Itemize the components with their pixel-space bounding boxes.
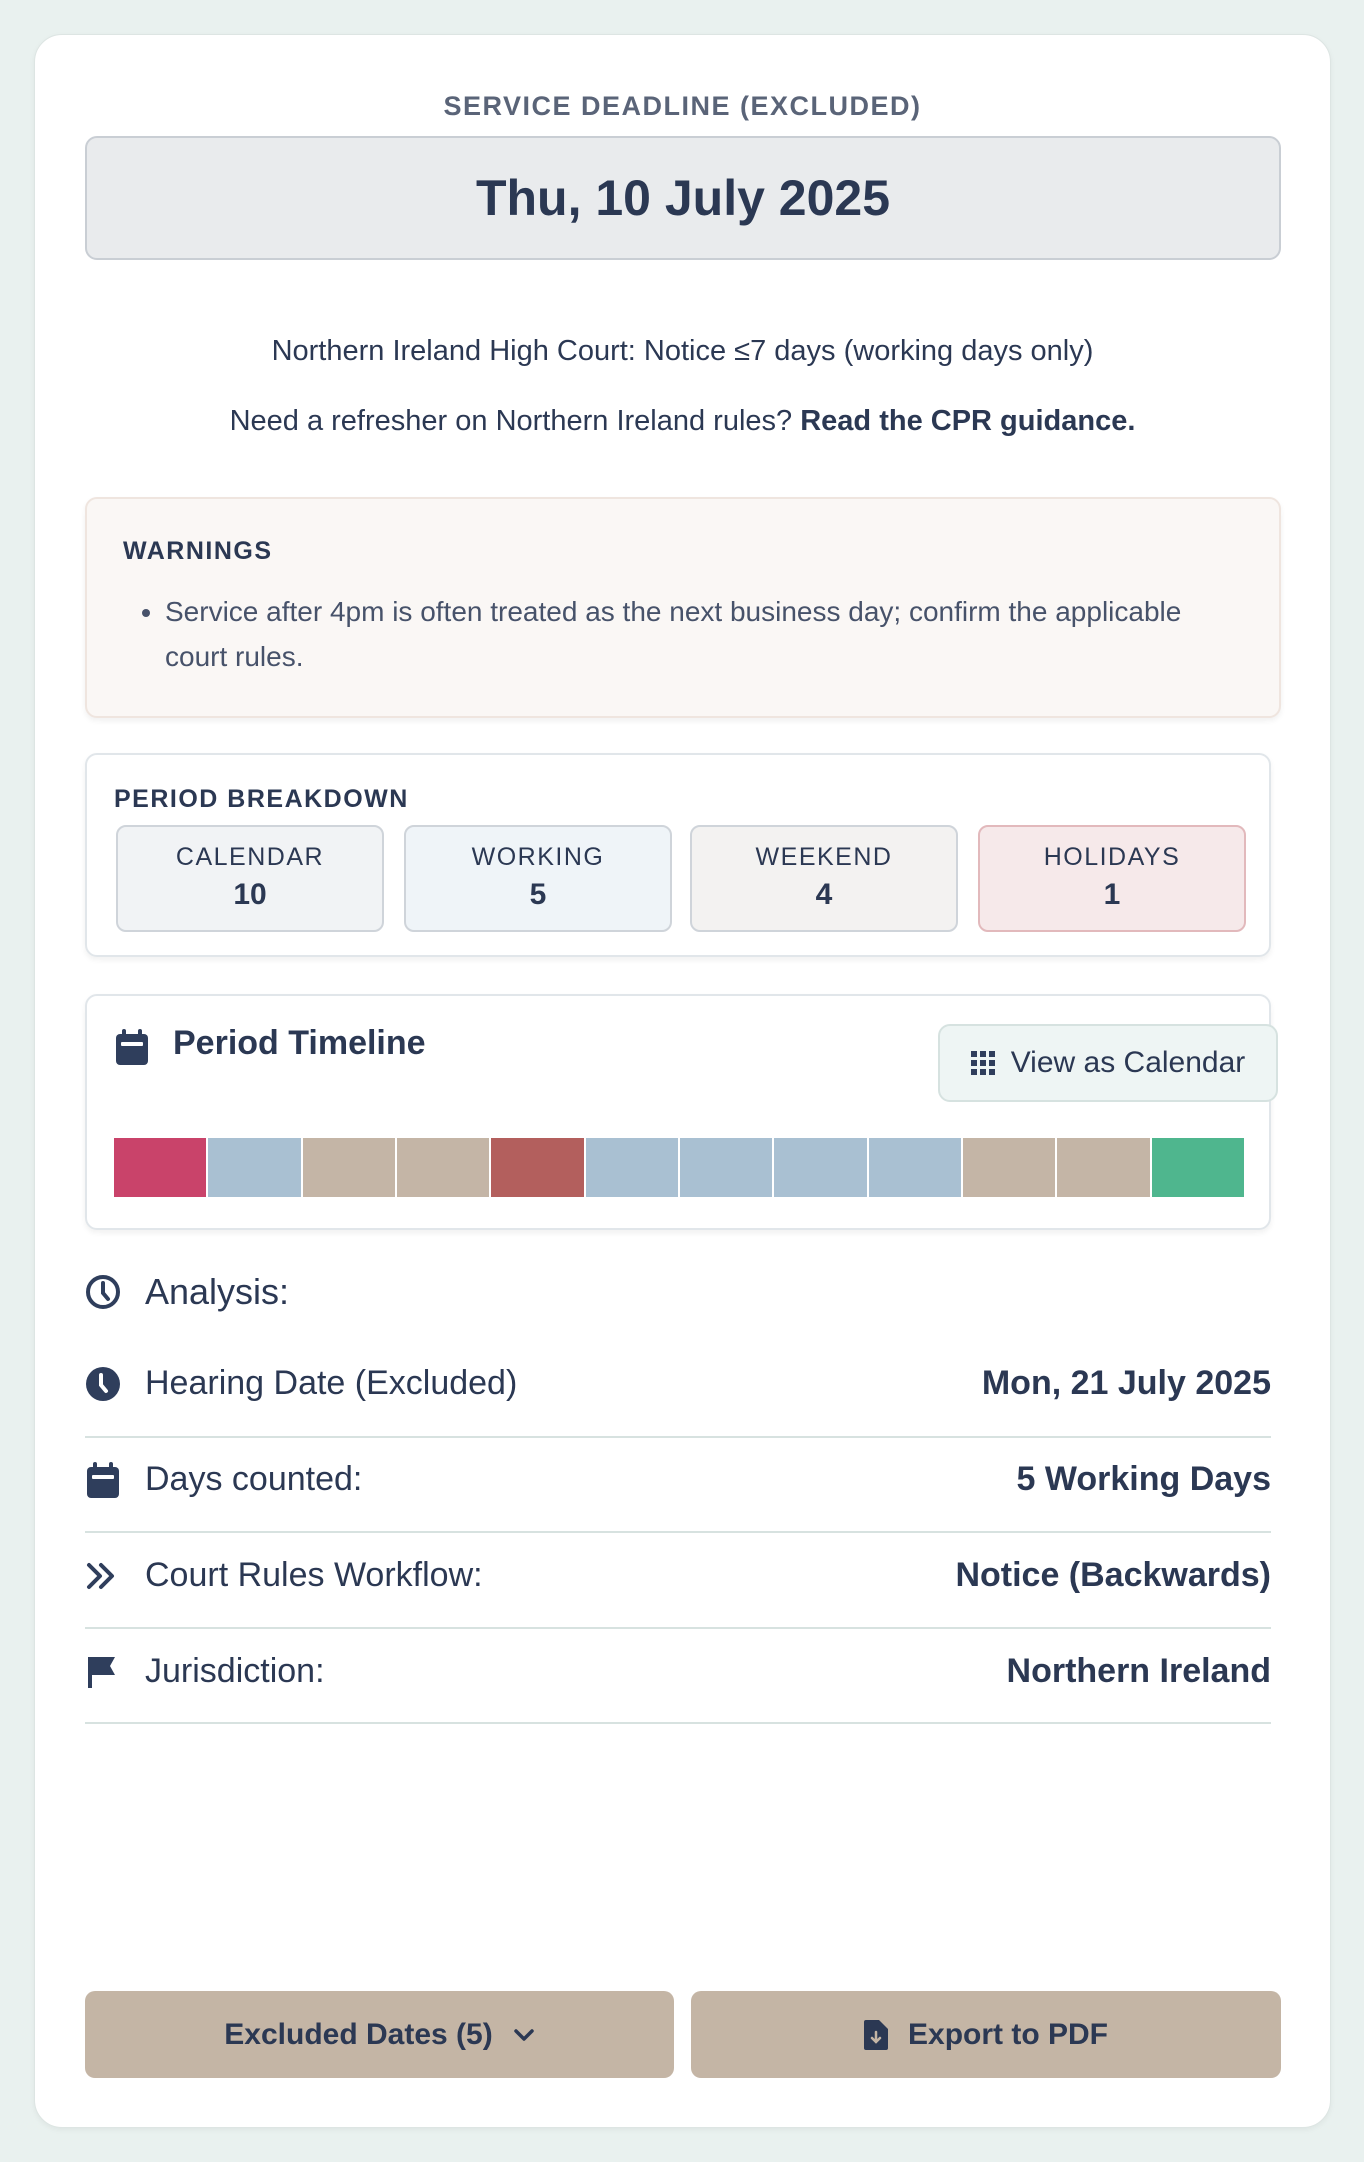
timeline-day-hearing [1152,1138,1244,1197]
row-value: Mon, 21 July 2025 [981,1364,1271,1402]
timeline-day-holiday [491,1138,585,1197]
row-label: Days counted: [145,1460,363,1498]
timeline-day-weekend [963,1138,1057,1197]
breakdown-title: PERIOD BREAKDOWN [114,785,409,813]
analysis-row-jurisdiction [85,1652,1271,1691]
row-label: Hearing Date (Excluded) [145,1364,518,1402]
period-breakdown [85,753,1271,957]
warnings-panel [85,497,1281,718]
view-as-calendar-label: View as Calendar [1010,1046,1246,1079]
stat-working [404,825,672,932]
chevron-down-icon [513,2028,535,2042]
deadline-label: SERVICE DEADLINE (EXCLUDED) [443,91,922,121]
analysis-title: Analysis: [145,1271,290,1312]
stat-value: 4 [815,878,833,911]
stat-label: CALENDAR [175,843,325,871]
row-value: Northern Ireland [1006,1652,1271,1690]
stat-label: WEEKEND [755,843,893,871]
stat-weekend [690,825,958,932]
timeline-day-working [774,1138,868,1197]
double-chevron-icon [85,1561,117,1591]
stat-calendar [116,825,384,932]
clock-icon [85,1366,121,1402]
analysis-row-days [85,1460,1271,1499]
period-timeline [85,994,1271,1230]
guidance-prefix: Need a refresher on Northern Ireland rules? [229,405,793,437]
clock-outline-icon [85,1274,121,1310]
grid-icon [971,1051,995,1075]
calendar-icon [85,1461,121,1499]
timeline-day-weekend [1057,1138,1151,1197]
divider [85,1531,1271,1533]
warning-item: • Service after 4pm is often treated as the next business day; confirm the applicable court rules. [165,589,1205,679]
warnings-title: WARNINGS [123,537,273,565]
stat-holidays [978,825,1246,932]
deadline-date: Thu, 10 July 2025 [85,136,1281,260]
timeline-day-working [208,1138,302,1197]
calendar-icon [114,1028,150,1066]
divider [85,1722,1271,1724]
view-as-calendar-button[interactable] [938,1024,1278,1102]
timeline-day-weekend [397,1138,491,1197]
file-download-icon [864,2020,888,2050]
analysis-row-workflow [85,1556,1271,1595]
timeline-bar [114,1138,1244,1197]
timeline-day-working [869,1138,963,1197]
deadline-card [34,34,1331,2128]
analysis-heading [85,1271,1271,1313]
rule-description: Northern Ireland High Court: Notice ≤7 days (working days only) [271,335,1094,367]
divider [85,1627,1271,1629]
flag-icon [85,1654,117,1690]
excluded-dates-label: Excluded Dates (5) [224,2017,493,2051]
export-pdf-button[interactable] [691,1991,1281,2078]
analysis-row-hearing [85,1364,1271,1403]
excluded-dates-button[interactable] [85,1991,674,2078]
timeline-day-working [680,1138,774,1197]
row-value: Notice (Backwards) [955,1556,1271,1594]
timeline-title: Period Timeline [173,1024,426,1062]
export-pdf-label: Export to PDF [908,2017,1108,2051]
row-label: Jurisdiction: [145,1652,325,1690]
timeline-day-service [114,1138,208,1197]
stat-value: 10 [233,878,267,911]
row-label: Court Rules Workflow: [145,1556,483,1594]
timeline-day-weekend [303,1138,397,1197]
divider [85,1436,1271,1438]
stat-value: 5 [529,878,547,911]
cpr-guidance-link[interactable]: Read the CPR guidance. [800,405,1136,437]
stat-label: HOLIDAYS [1043,843,1181,871]
timeline-day-working [586,1138,680,1197]
row-value: 5 Working Days [1016,1460,1271,1498]
guidance-text [35,405,1330,438]
stat-value: 1 [1103,878,1121,911]
stat-label: WORKING [471,843,605,871]
